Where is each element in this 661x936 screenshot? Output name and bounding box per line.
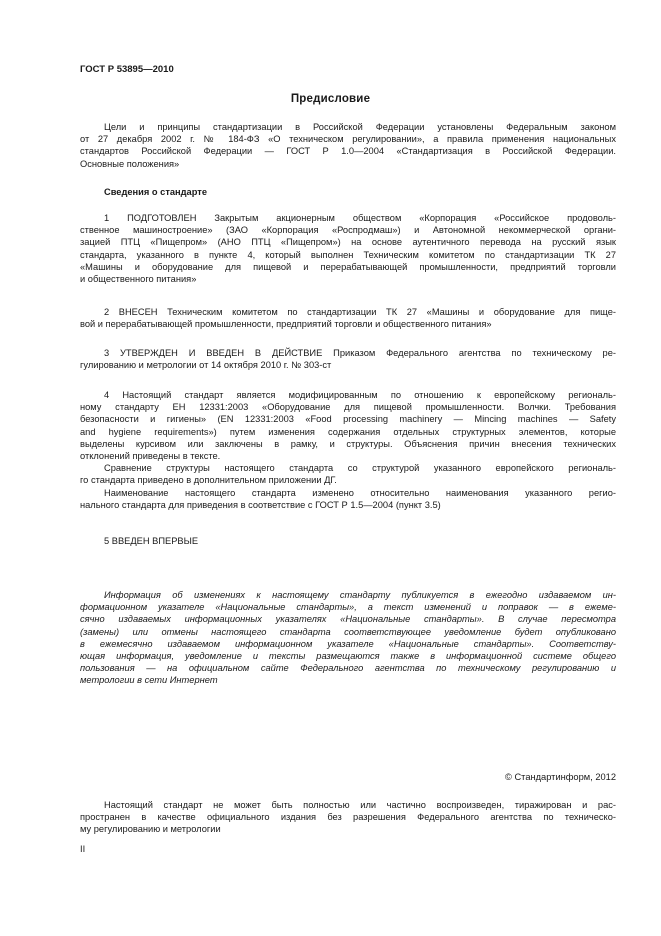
foreword-title: Предисловие — [290, 93, 371, 105]
text-line: формационном указателе «Национальные стандарты», а текст изменений и поправок — в ежеме- — [80, 602, 616, 613]
text-line: стандартов Российской Федерации — ГОСТ Р 1.0—2004 «Стандартизация в Российской Федерации. — [80, 146, 616, 157]
text-line: вой и перерабатывающей промышленности, предприятий торговли и общественного питания» — [80, 319, 492, 330]
item-5-paragraph — [80, 535, 616, 547]
amendments-notice — [80, 589, 616, 687]
text-line: в ежемесячно издаваемом информационном указателе «Национальные стандарты». Соответству- — [80, 638, 616, 649]
page-number: II — [80, 844, 86, 854]
item-1-paragraph — [80, 212, 616, 285]
intro-paragraph — [80, 121, 616, 170]
text-line: сячно издаваемых информационных указателях «Национальные стандарты». В случае пересмотра — [80, 614, 616, 625]
text-line: Сведения о стандарте — [104, 187, 208, 197]
text-line: Сравнение структуры настоящего стандарта со структурой указанного европейского региональ- — [104, 463, 616, 474]
text-line: безопасности и гигиены» (EN 12331:2003 «Food processing machinery — Mincing machines — Safety — [80, 414, 616, 425]
text-line: пользования — на официальном сайте Федерального агентства по техническому регулированию и — [80, 663, 616, 674]
item-4-paragraph — [80, 389, 616, 511]
text-line: and hygiene requirements») путем изменения содержания отдельных структурных элементов, которые — [80, 426, 616, 437]
text-line: му регулированию и метрологии — [80, 824, 221, 835]
text-line: ющая информация, уведомление и тексты размещаются также в информационной системе общего — [80, 650, 616, 661]
text-line: выделены курсивом или заключены в рамку, и структуры. Объяснения причин внесения технических — [80, 438, 616, 449]
text-line: 3 УТВЕРЖДЕН И ВВЕДЕН В ДЕЙСТВИЕ Приказом Федерального агентства по техническому ре- — [104, 348, 616, 358]
item-2-paragraph — [80, 306, 616, 330]
text-line: метрологии в сети Интернет — [80, 675, 218, 686]
text-line: зацией ПТЦ «Пищепром» (АНО ПТЦ «Пищепром») на основе аутентичного перевода на русский язык — [80, 237, 616, 248]
reproduction-notice — [80, 799, 616, 836]
copyright-notice: © Стандартинформ, 2012 — [505, 772, 616, 782]
document-code: ГОСТ Р 53895—2010 — [80, 64, 174, 75]
text-line: ному стандарту ЕН 12331:2003 «Оборудование для пищевой промышленности. Волчки. Требования — [80, 402, 616, 413]
text-line: 1 ПОДГОТОВЛЕН Закрытым акционерным обществом «Корпорация «Российское продоволь- — [104, 213, 616, 223]
info-heading — [80, 186, 616, 198]
text-line: Цели и принципы стандартизации в Российской Федерации установлены Федеральным законом — [104, 122, 616, 132]
text-line: го стандарта приведено в дополнительном приложении ДГ. — [80, 475, 337, 486]
text-line: ственное машиностроение» (ЗАО «Корпорация «Роспродмаш») и Автономной некоммерческой органи- — [80, 225, 616, 236]
text-line: от 27 декабря 2002 г. № 184-ФЗ «О техническом регулировании», а правила применения национальных — [80, 134, 616, 145]
text-line: Настоящий стандарт не может быть полностью или частично воспроизведен, тиражирован и рас- — [104, 800, 616, 810]
item-3-paragraph — [80, 347, 616, 371]
text-line: и общественного питания» — [80, 273, 197, 284]
text-line: стандарта, указанного в пункте 4, который выполнен Техническим комитетом по стандартизации ТК 27 — [80, 249, 616, 260]
text-line: нального стандарта для приведения в соответствие с ГОСТ Р 1.5—2004 (пункт 3.5) — [80, 499, 441, 510]
text-line: Информация об изменениях к настоящему стандарту публикуется в ежегодно издаваемом ин- — [104, 590, 616, 600]
text-line: отклонений приведены в тексте. — [80, 450, 221, 461]
text-line: пространен в качестве официального издания без разрешения Федерального агентства по техническо- — [80, 812, 616, 823]
text-line: 5 ВВЕДЕН ВПЕРВЫЕ — [104, 536, 199, 546]
text-line: Основные положения» — [80, 158, 180, 169]
text-line: 4 Настоящий стандарт является модифицированным по отношению к европейскому региональ- — [104, 390, 616, 400]
text-line: Наименование настоящего стандарта изменено относительно наименования указанного регио- — [104, 487, 616, 498]
text-line: 2 ВНЕСЕН Техническим комитетом по стандартизации ТК 27 «Машины и оборудование для пище- — [104, 307, 616, 317]
text-line: (замены) или отмены настоящего стандарта соответствующее уведомление будет опубликовано — [80, 626, 616, 637]
text-line: «Машины и оборудование для пищевой и перерабатывающей промышленности, предприятий торговли — [80, 261, 616, 272]
text-line: гулированию и метрологии от 14 октября 2010 г. № 303-ст — [80, 360, 332, 371]
